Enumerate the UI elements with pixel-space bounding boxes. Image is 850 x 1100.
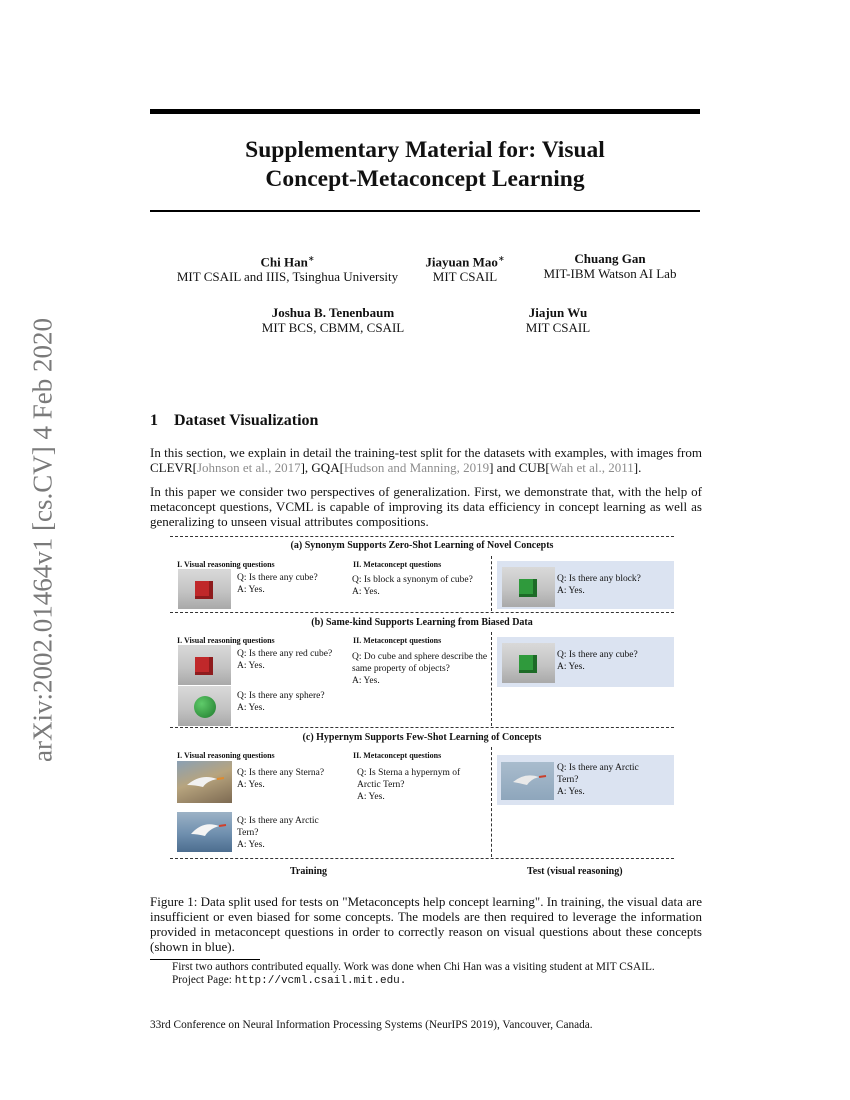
metaconcept-questions-heading: II. Metaconcept questions — [353, 636, 442, 645]
author-affiliation: MIT CSAIL — [525, 320, 591, 335]
qa-pair: Q: Is there any block? A: Yes. — [557, 574, 641, 596]
red-cube-image — [178, 645, 231, 685]
footnote — [172, 961, 655, 988]
author-block — [508, 305, 608, 335]
author-block — [248, 305, 418, 335]
bird-icon — [177, 761, 232, 803]
panel-b-title: (b) Same-kind Supports Learning from Biased Data — [311, 617, 533, 628]
section-number: 1 — [150, 412, 158, 429]
visual-questions-heading: I. Visual reasoning questions — [177, 751, 275, 760]
figure-dashed-rule — [170, 536, 674, 537]
title-top-rule — [150, 109, 700, 114]
panel-c-title: (c) Hypernym Supports Few-Shot Learning of Concepts — [302, 732, 542, 743]
author-affiliation: MIT BCS, CBMM, CSAIL — [261, 320, 405, 335]
qa-pair: Q: Is there any sphere? A: Yes. — [237, 691, 325, 713]
section-title: Dataset Visualization — [174, 412, 319, 429]
training-label: Training — [290, 866, 328, 877]
figure-dashed-rule — [170, 858, 674, 859]
author-block — [530, 251, 690, 281]
metaconcept-questions-heading: II. Metaconcept questions — [353, 751, 442, 760]
citation-link[interactable]: Johnson et al., 2017 — [196, 460, 301, 475]
author-name: Chuang Gan — [574, 251, 646, 266]
author-block — [420, 251, 510, 284]
author-name: Jiayuan Mao∗ — [425, 254, 505, 270]
red-cube-image — [178, 569, 231, 609]
qa-pair: Q: Is there any cube? A: Yes. — [557, 650, 638, 672]
metaconcept-questions-heading: II. Metaconcept questions — [353, 560, 442, 569]
author-affiliation: MIT CSAIL and IIIS, Tsinghua University — [176, 269, 399, 285]
title-line-1: Supplementary Material for: Visual — [245, 137, 605, 163]
arctic-tern-image — [177, 812, 232, 852]
author-affiliation: MIT-IBM Watson AI Lab — [543, 266, 677, 281]
bird-icon — [501, 762, 554, 800]
author-name: Jiajun Wu — [528, 305, 588, 320]
green-cube-image — [502, 643, 555, 683]
qa-pair: Q: Is there any Sterna? A: Yes. — [237, 768, 325, 790]
green-cube-image — [502, 567, 555, 607]
project-page-link[interactable]: http://vcml.csail.mit.edu. — [234, 975, 407, 987]
bird-icon — [177, 812, 232, 852]
author-block — [165, 251, 410, 284]
arxiv-stamp: arXiv:2002.01464v1 [cs.CV] 4 Feb 2020 — [27, 318, 58, 762]
paragraph-2: In this paper we consider two perspectives of generalization. First, we demonstrate that, with the help of metaconcept questions, VCML is capable of improving its data efficiency in concept learning as well as generalizing to unseen visual attributes compositions. — [150, 484, 702, 529]
cube-icon — [519, 579, 537, 597]
qa-pair: Q: Is block a synonym of cube? A: Yes. — [352, 575, 473, 597]
qa-pair: Q: Is there any Arctic Tern? A: Yes. — [237, 816, 319, 850]
paragraph-1: In this section, we explain in detail the training-test split for the datasets with examples, with images from CLEVR[Johnson et al., 2017], GQA[Hudson and Manning, 2019] and CUB[Wah et al., 2011]. — [150, 445, 702, 475]
sphere-icon — [194, 696, 216, 718]
paper-title — [150, 136, 700, 194]
footnote-rule — [150, 959, 260, 960]
qa-pair: Q: Is there any cube? A: Yes. — [237, 573, 318, 595]
author-name: Joshua B. Tenenbaum — [271, 305, 395, 320]
cube-icon — [195, 581, 213, 599]
section-heading — [150, 412, 318, 430]
arctic-tern-test-image — [501, 762, 554, 800]
figure-column-divider — [491, 632, 492, 726]
figure-dashed-rule — [170, 612, 674, 613]
title-line-2: Concept-Metaconcept Learning — [265, 166, 585, 192]
citation-link[interactable]: Hudson and Manning, 2019 — [343, 460, 490, 475]
visual-questions-heading: I. Visual reasoning questions — [177, 636, 275, 645]
green-sphere-image — [178, 686, 231, 726]
qa-pair: Q: Do cube and sphere describe the same property of objects? A: Yes. — [352, 652, 488, 686]
citation-link[interactable]: Wah et al., 2011 — [549, 460, 634, 475]
panel-a-title: (a) Synonym Supports Zero-Shot Learning of Novel Concepts — [290, 540, 554, 551]
footnote-line-2: Project Page: http://vcml.csail.mit.edu. — [172, 974, 407, 987]
cube-icon — [519, 655, 537, 673]
figure-column-divider — [491, 747, 492, 857]
author-name: Chi Han∗ — [260, 254, 315, 270]
sterna-bird-image — [177, 761, 232, 803]
title-bottom-rule — [150, 210, 700, 212]
qa-pair: Q: Is there any Arctic Tern? A: Yes. — [557, 763, 639, 797]
qa-pair: Q: Is Sterna a hypernym of Arctic Tern? A: Yes. — [357, 768, 461, 802]
test-label: Test (visual reasoning) — [527, 866, 623, 877]
figure-dashed-rule — [170, 727, 674, 728]
figure-caption: Figure 1: Data split used for tests on "Metaconcepts help concept learning". In training, the visual data are insufficient or even biased for some concepts. The models are then required to leverage the information provided in metaconcept questions in order to correctly reason on visual questions about these concepts (shown in blue). — [150, 894, 702, 954]
cube-icon — [195, 657, 213, 675]
author-affiliation: MIT CSAIL — [432, 269, 498, 285]
qa-pair: Q: Is there any red cube? A: Yes. — [237, 649, 333, 671]
figure-column-divider — [491, 556, 492, 611]
conference-note: 33rd Conference on Neural Information Processing Systems (NeurIPS 2019), Vancouver, Canada. — [150, 1019, 593, 1031]
visual-questions-heading: I. Visual reasoning questions — [177, 560, 275, 569]
footnote-line-1: First two authors contributed equally. Work was done when Chi Han was a visiting student at MIT CSAIL. — [172, 961, 655, 973]
